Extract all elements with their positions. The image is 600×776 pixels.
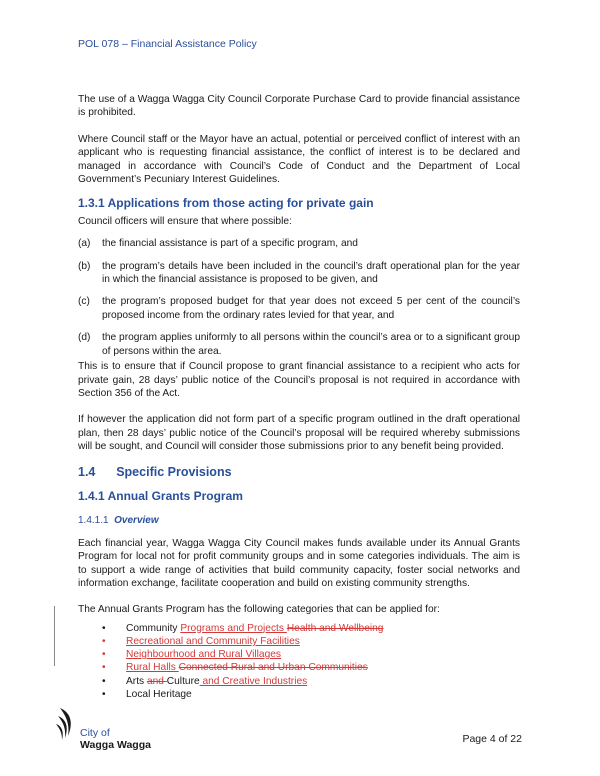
heading-1-4: 1.4 Specific Provisions — [78, 464, 232, 479]
list-item: • Arts and Culture and Creative Industries — [102, 675, 308, 687]
paragraph-grants-overview: Each financial year, Wagga Wagga City Council makes funds available under its Annual Grants Program for local not for profit community groups and in some categories individuals. The aim is to support a wide range of activities that build community capacity, foster social networks and information exchange, facilitate cooperation and build on existing community strengths. — [78, 537, 520, 589]
paragraph-private-gain-notice: This is to ensure that if Council propose to grant financial assistance to a recipient who acts for private gain, 28 days’ public notice of the Council’s proposal is not required in accordance with Section 356 of the Act. — [78, 361, 520, 399]
document-header: POL 078 – Financial Assistance Policy — [78, 38, 257, 50]
paragraph-public-notice: If however the application did not form part of a specific program outlined in the draft operational plan, then 28 days’ public notice of the Council’s proposal will be required whereby submissions will be sought, and Council will consider those submissions prior to any benefit being provided. — [78, 414, 520, 453]
grant-categories-list — [78, 622, 520, 701]
city-logo-text: City of Wagga Wagga — [80, 727, 151, 751]
list-item: • Local Heritage — [102, 688, 192, 700]
paragraph-purchase-card: The use of a Wagga Wagga City Council Corporate Purchase Card to provide financial assistance is prohibited. — [78, 94, 520, 119]
list-item-d: (d) the program applies uniformly to all persons within the council’s area or to a significant group of persons within the area. — [78, 332, 520, 357]
list-item: • Neighbourhood and Rural Villages — [102, 649, 281, 661]
list-item-b: (b) the program’s details have been included in the council’s draft operational plan for the year in which the financial assistance is proposed to be given, and — [78, 260, 520, 286]
paragraph-grant-categories: The Annual Grants Program has the following categories that can be applied for: — [78, 604, 440, 616]
list-item-a: (a) the financial assistance is part of a specific program, and — [78, 238, 358, 250]
list-item: • Community Programs and Projects Health and Wellbeing — [102, 622, 384, 634]
heading-1-4-1: 1.4.1 Annual Grants Program — [78, 488, 243, 503]
page-body — [78, 93, 520, 701]
list-item-c: (c) the program’s proposed budget for that year does not exceed 5 per cent of the council’s proposed income from the ordinary rates levied for that year, and — [78, 296, 520, 321]
page-number: Page 4 of 22 — [462, 733, 522, 745]
heading-1-4-1-1: 1.4.1.1 Overview — [78, 515, 159, 527]
heading-1-3-1: 1.3.1 Applications from those acting for private gain — [78, 196, 374, 211]
paragraph-intro-131: Council officers will ensure that where possible: — [78, 215, 292, 227]
list-item: • Recreational and Community Facilities — [102, 635, 300, 647]
paragraph-conflict-of-interest: Where Council staff or the Mayor have an actual, potential or perceived conflict of interest with an applicant who is requesting financial assistance, the conflict of interest is to be declared and managed in accordance with Council’s Code of Conduct and the Department of Local Government’s Pecuniary Interest Guidelines. — [78, 133, 520, 186]
revision-change-bar — [54, 606, 55, 666]
city-logo-icon — [56, 706, 78, 747]
list-item: • Rural Halls Connected Rural and Urban Communities — [102, 662, 368, 674]
